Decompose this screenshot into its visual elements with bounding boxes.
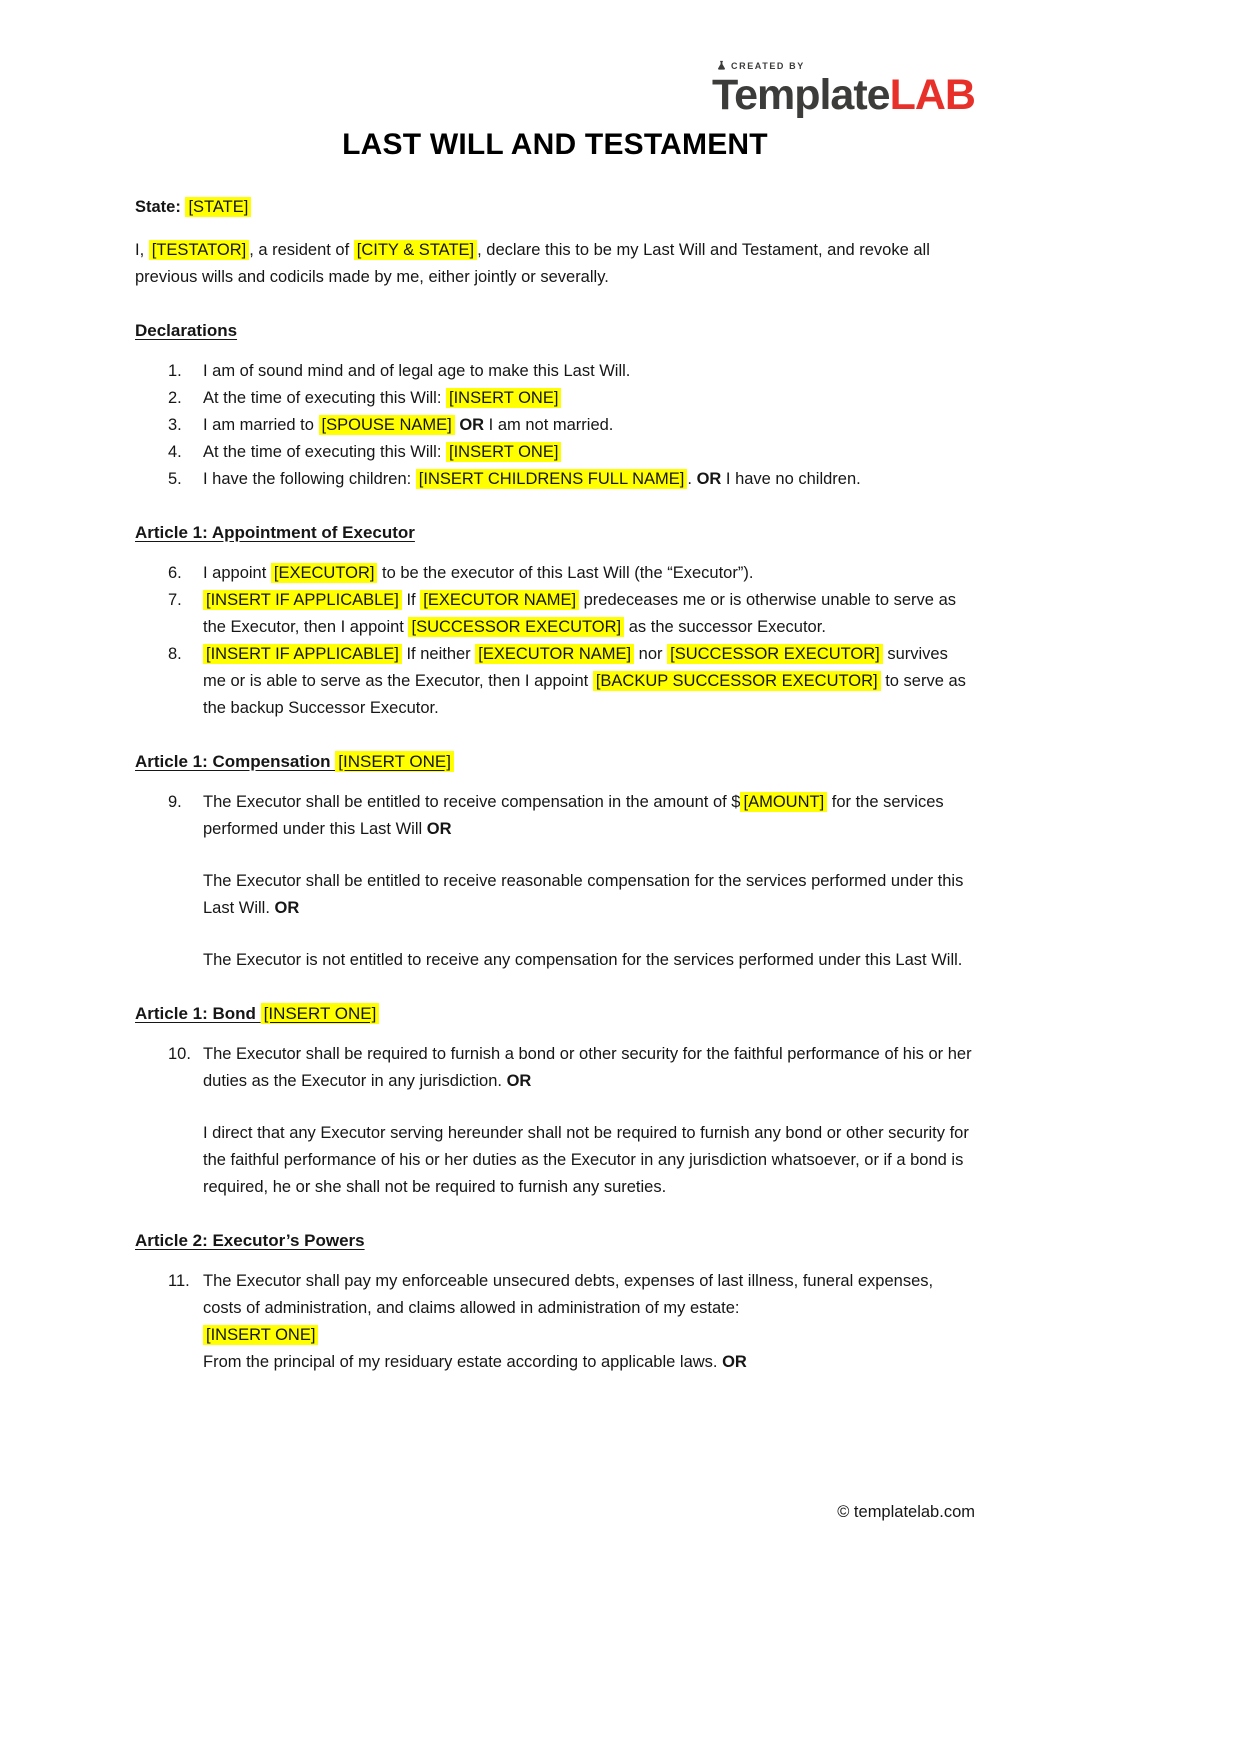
item-paragraph <box>203 385 975 412</box>
list-item-4 <box>168 439 975 466</box>
item-text <box>203 1268 975 1376</box>
article1-executor-heading <box>135 519 975 546</box>
item-paragraph <box>203 439 975 466</box>
text-run: The Executor shall be entitled to receive reasonable compensation for the services performed under this Last Will. <box>203 872 964 917</box>
article1-bond-heading <box>135 1000 975 1027</box>
item-number: 7. <box>168 591 182 609</box>
item-paragraph <box>203 868 975 922</box>
text-run: survives me or is able to serve as the Executor, then I appoint <box>203 645 948 690</box>
item-text <box>203 641 975 722</box>
text-run: Article 1: Compensation <box>135 752 336 771</box>
text-run: Declarations <box>135 321 238 340</box>
templatelab-flask-icon <box>716 60 727 71</box>
item-paragraph <box>203 1120 975 1201</box>
item-number: 4. <box>168 443 182 461</box>
placeholder-field: [INSERT ONE] <box>446 388 561 408</box>
text-run: The Executor is not entitled to receive any compensation for the services performed under this Last Will. <box>203 951 963 969</box>
list-item-8 <box>168 641 975 722</box>
item-number: 1. <box>168 362 182 380</box>
document-body <box>135 194 975 1376</box>
text-run: If neither <box>401 645 476 663</box>
placeholder-field: [SUCCESSOR EXECUTOR] <box>408 617 624 637</box>
list-item-5 <box>168 466 975 493</box>
text-run: Article 1: Bond <box>135 1004 261 1023</box>
text-run: , declare this to be my Last Will and Testament, and revoke all previous wills and codicils made by me, either jointly or severally. <box>135 241 930 286</box>
placeholder-field: [INSERT ONE] <box>203 1325 318 1345</box>
text-run: At the time of executing this Will: <box>203 443 447 461</box>
text-run: I, <box>135 241 149 259</box>
placeholder-field: [SUCCESSOR EXECUTOR] <box>667 644 883 664</box>
article1-compensation-heading <box>135 748 975 775</box>
placeholder-field: [INSERT ONE] <box>261 1003 380 1024</box>
declarations-heading <box>135 317 975 344</box>
templatelab-logo <box>712 60 975 119</box>
text-run: , a resident of <box>249 241 354 259</box>
bond-list <box>135 1041 975 1201</box>
text-run: to serve as the backup Successor Executor. <box>203 672 966 717</box>
text-run: I have no children. <box>721 470 861 488</box>
item-number: 9. <box>168 793 182 811</box>
item-paragraph <box>203 1041 975 1095</box>
or-keyword: OR <box>506 1072 532 1090</box>
placeholder-field: [EXECUTOR] <box>271 563 378 583</box>
placeholder-field: [TESTATOR] <box>149 240 249 260</box>
text-run: to be the executor of this Last Will (the “Executor”). <box>377 564 754 582</box>
item-paragraph <box>203 560 975 587</box>
placeholder-field: [INSERT CHILDRENS FULL NAME] <box>416 469 688 489</box>
item-number: 2. <box>168 389 182 407</box>
placeholder-field: [BACKUP SUCCESSOR EXECUTOR] <box>593 671 881 691</box>
wordmark-lab: LAB <box>889 71 975 119</box>
list-item-1 <box>168 358 975 385</box>
list-item-2 <box>168 385 975 412</box>
text-run: I am of sound mind and of legal age to make this Last Will. <box>203 362 631 380</box>
powers-list <box>135 1268 975 1376</box>
or-keyword: OR <box>459 416 485 434</box>
declarations-list <box>135 358 975 493</box>
created-by-row <box>716 60 975 71</box>
or-keyword: OR <box>722 1353 747 1371</box>
or-keyword: OR <box>696 470 722 488</box>
placeholder-field: [AMOUNT] <box>740 792 827 812</box>
item-number: 11. <box>168 1272 190 1290</box>
item-number: 8. <box>168 645 182 663</box>
list-item-11 <box>168 1268 975 1376</box>
text-run: for the services performed under this Last Will <box>203 793 944 838</box>
list-item-6 <box>168 560 975 587</box>
item-text <box>203 439 975 466</box>
item-text <box>203 412 975 439</box>
list-item-7 <box>168 587 975 641</box>
text-run: The Executor shall be entitled to receive compensation in the amount of $ <box>203 793 741 811</box>
placeholder-field: [INSERT IF APPLICABLE] <box>203 590 402 610</box>
placeholder-field: [EXECUTOR NAME] <box>475 644 634 664</box>
text-run: as the successor Executor. <box>624 618 826 636</box>
text-run: predeceases me or is otherwise unable to serve as the Executor, then I appoint <box>203 591 956 636</box>
document-title: LAST WILL AND TESTAMENT <box>342 128 768 161</box>
placeholder-field: [INSERT ONE] <box>446 442 561 462</box>
list-item-3 <box>168 412 975 439</box>
item-text <box>203 587 975 641</box>
item-text <box>203 466 975 493</box>
item-paragraph <box>203 466 975 493</box>
text-run: At the time of executing this Will: <box>203 389 447 407</box>
article2-powers-heading <box>135 1227 975 1254</box>
item-number: 5. <box>168 470 182 488</box>
item-text <box>203 1041 975 1201</box>
or-keyword: OR <box>274 899 300 917</box>
or-keyword: OR <box>426 820 452 838</box>
text-run: Article 1: Appointment of Executor <box>135 523 415 542</box>
footer-credit: © templatelab.com <box>837 1503 975 1521</box>
item-number: 10. <box>168 1045 191 1063</box>
text-run: Article 2: Executor’s Powers <box>135 1231 365 1250</box>
list-item-9 <box>168 789 975 974</box>
text-run: From the principal of my residuary estate according to applicable laws. <box>203 1353 723 1371</box>
item-paragraph <box>203 358 975 385</box>
text-run: . <box>687 470 697 488</box>
item-paragraph <box>203 412 975 439</box>
text-run: The Executor shall be required to furnish a bond or other security for the faithful performance of his or her duties as the Executor in any jurisdiction. <box>203 1045 972 1090</box>
text-run: nor <box>634 645 668 663</box>
templatelab-wordmark <box>712 72 975 119</box>
text-run: If <box>401 591 421 609</box>
item-text <box>203 385 975 412</box>
text-run: I appoint <box>203 564 271 582</box>
wordmark-template: Template <box>712 71 890 119</box>
item-paragraph <box>203 587 975 641</box>
item-paragraph <box>203 1268 975 1376</box>
list-item-10 <box>168 1041 975 1201</box>
item-number: 6. <box>168 564 182 582</box>
item-text <box>203 560 975 587</box>
item-paragraph <box>203 641 975 722</box>
or-keyword: State: <box>135 198 186 216</box>
item-text <box>203 358 975 385</box>
compensation-list <box>135 789 975 974</box>
placeholder-field: [INSERT ONE] <box>335 751 454 772</box>
text-run: I have the following children: <box>203 470 416 488</box>
item-paragraph <box>203 789 975 843</box>
item-number: 3. <box>168 416 182 434</box>
text-run: I direct that any Executor serving hereunder shall not be required to furnish any bond or other security for the faithful performance of his or her duties as the Executor in any jurisdiction whatsoever, or if a bond is required, he or she shall not be required to furnish any sureties. <box>203 1124 969 1196</box>
text-run: The Executor shall pay my enforceable unsecured debts, expenses of last illness, funeral expenses, costs of administration, and claims allowed in administration of my estate: <box>203 1272 934 1317</box>
placeholder-field: [STATE] <box>185 197 251 217</box>
placeholder-field: [EXECUTOR NAME] <box>420 590 579 610</box>
item-text <box>203 789 975 974</box>
state-line <box>135 194 975 221</box>
created-by-label: CREATED BY <box>731 60 805 71</box>
item-paragraph <box>203 947 975 974</box>
placeholder-field: [SPOUSE NAME] <box>319 415 455 435</box>
text-run: I am not married. <box>484 416 614 434</box>
placeholder-field: [INSERT IF APPLICABLE] <box>203 644 402 664</box>
text-run: I am married to <box>203 416 319 434</box>
intro-paragraph <box>135 237 975 291</box>
executor-list <box>135 560 975 722</box>
placeholder-field: [CITY & STATE] <box>354 240 477 260</box>
